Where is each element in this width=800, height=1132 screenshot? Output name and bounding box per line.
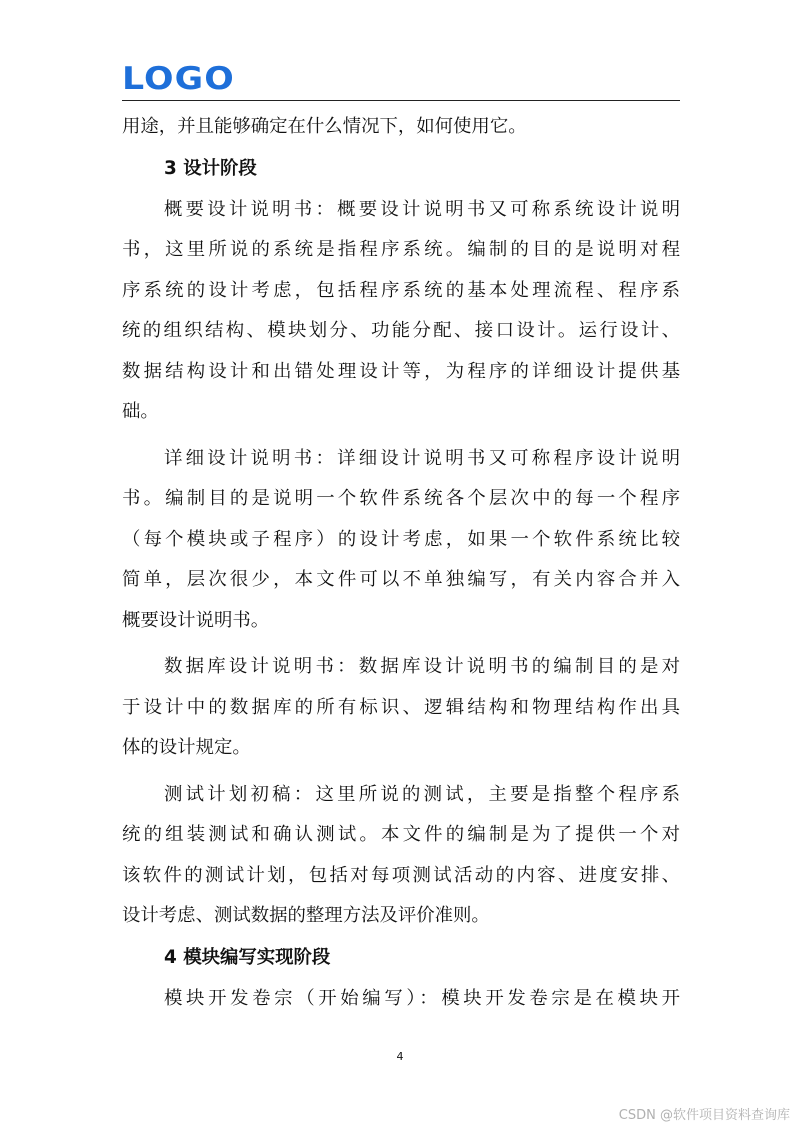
text-line: 用途，并且能够确定在什么情况下，如何使用它。: [122, 116, 527, 137]
text-line: 设计考虑、测试数据的整理方法及评价准则。: [122, 905, 490, 926]
paragraph-module-dossier: [122, 979, 680, 1020]
paragraph-database-design: [122, 647, 680, 769]
text-line: 序系统的设计考虑，包括程序系统的基本处理流程、程序系: [122, 279, 680, 301]
section-heading-3: 3 设计阶段: [164, 157, 257, 179]
text-line: 于设计中的数据库的所有标识、逻辑结构和物理结构作出具: [122, 696, 680, 718]
page-header: [122, 60, 680, 101]
text-line: 统的组装测试和确认测试。本文件的编制是为了提供一个对: [122, 824, 680, 845]
text-line: 书。编制目的是说明一个软件系统各个层次中的每一个程序: [122, 488, 680, 509]
text-line: （每个模块或子程序）的设计考虑，如果一个软件系统比较: [122, 528, 680, 550]
text-line: 体的设计规定。: [122, 737, 251, 758]
text-line: 模块开发卷宗（开始编写）：模块开发卷宗是在模块开: [164, 987, 680, 1009]
text-line: 测试计划初稿：这里所说的测试，主要是指整个程序系: [164, 783, 680, 805]
text-line: 概要设计说明书：概要设计说明书又可称系统设计说明: [164, 198, 680, 220]
text-line: 概要设计说明书。: [122, 609, 270, 631]
logo: LOGO: [122, 61, 235, 97]
text-line: 础。: [122, 401, 159, 422]
document-body: [122, 107, 680, 1019]
text-line: 数据库设计说明书：数据库设计说明书的编制目的是对: [164, 656, 680, 677]
text-line: 书，这里所说的系统是指程序系统。编制的目的是说明对程: [122, 239, 680, 260]
text-line: 简单，层次很少，本文件可以不单独编写，有关内容合并入: [122, 569, 680, 590]
paragraph-outline-design: [122, 190, 680, 433]
section-heading-4: 4 模块编写实现阶段: [164, 946, 331, 968]
paragraph-detail-design: [122, 439, 680, 642]
text-line: 该软件的测试计划，包括对每项测试活动的内容、进度安排、: [122, 864, 680, 886]
text-line: 数据结构设计和出错处理设计等，为程序的详细设计提供基: [122, 360, 680, 382]
text-line: 统的组织结构、模块划分、功能分配、接口设计。运行设计、: [122, 320, 680, 341]
page-number: 4: [396, 1050, 404, 1063]
text-line: 详细设计说明书：详细设计说明书又可称程序设计说明: [164, 447, 680, 469]
paragraph-test-plan: [122, 775, 680, 937]
watermark: CSDN @软件项目资料查询库: [618, 1108, 790, 1123]
